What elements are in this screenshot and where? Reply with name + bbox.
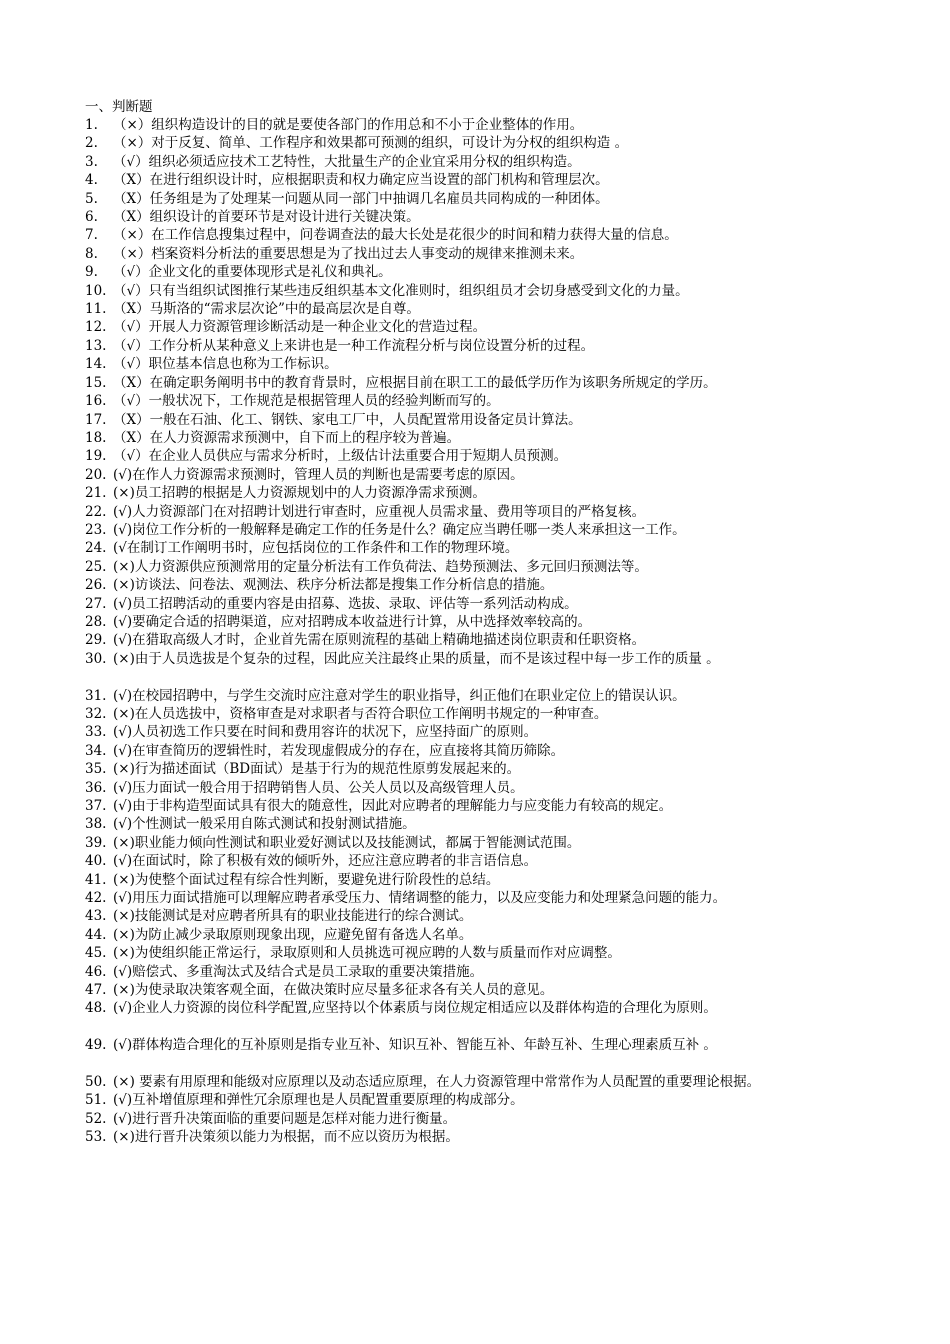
item-number: 17. xyxy=(85,411,107,428)
list-item xyxy=(85,245,885,263)
list-item xyxy=(85,907,885,925)
list-item xyxy=(85,374,885,392)
list-item xyxy=(85,153,885,171)
item-text: (√)在猎取高级人才时，企业首先需在原则流程的基础上精确地描述岗位职责和任职资格。 xyxy=(113,632,646,649)
list-item xyxy=(85,539,885,557)
item-number: 22. xyxy=(85,503,107,520)
list-item xyxy=(85,650,885,668)
item-text: （X）任务组是为了处理某一问题从同一部门中抽调几名雇员共同构成的一种团体。 xyxy=(113,190,609,207)
list-item xyxy=(85,999,885,1017)
list-item xyxy=(85,723,885,741)
item-number: 50. xyxy=(85,1074,107,1091)
list-item xyxy=(85,521,885,539)
item-number: 18. xyxy=(85,429,107,446)
item-number: 35. xyxy=(85,761,107,778)
list-item xyxy=(85,1091,885,1109)
item-text: (√)人员初选工作只要在时间和费用容许的状况下，应坚持面广的原则。 xyxy=(113,724,538,741)
blank-line xyxy=(85,1018,885,1036)
list-item xyxy=(85,447,885,465)
list-item xyxy=(85,411,885,429)
item-number: 30. xyxy=(85,650,107,667)
item-number: 12. xyxy=(85,319,107,336)
item-number: 41. xyxy=(85,871,107,888)
section-title: 一、判断题 xyxy=(85,99,153,115)
item-text: (√)压力面试一般合用于招聘销售人员、公关人员以及高级管理人员。 xyxy=(113,779,524,796)
list-item xyxy=(85,171,885,189)
list-item xyxy=(85,1073,885,1091)
item-text: （√）一般状况下，工作规范是根据管理人员的经验判断而写的。 xyxy=(113,393,500,410)
list-item xyxy=(85,208,885,226)
item-text: （X）组织设计的首要环节是对设计进行关键决策。 xyxy=(113,209,420,226)
list-item xyxy=(85,318,885,336)
item-number: 28. xyxy=(85,613,107,630)
item-number: 1. xyxy=(85,117,98,133)
item-number: 34. xyxy=(85,742,107,759)
list-item xyxy=(85,797,885,815)
item-number: 3. xyxy=(85,153,98,170)
list-item xyxy=(85,116,885,134)
list-item xyxy=(85,282,885,300)
item-text: (√)企业人力资源的岗位科学配置,应坚持以个体素质与岗位规定相适应以及群体构造的合理化为原则。 xyxy=(113,1000,717,1017)
list-item xyxy=(85,576,885,594)
list-item xyxy=(85,631,885,649)
list-item xyxy=(85,1110,885,1128)
list-item xyxy=(85,815,885,833)
item-text: (×) 要素有用原理和能级对应原理以及动态适应原理，在人力资源管理中常常作为人员配置的重要理论根据。 xyxy=(113,1074,761,1091)
item-number: 19. xyxy=(85,448,107,465)
item-text: （√）工作分析从某种意义上来讲也是一种工作流程分析与岗位设置分析的过程。 xyxy=(113,337,595,354)
item-text: (√)要确定合适的招聘渠道，应对招聘成本收益进行计算，从中选择效率较高的。 xyxy=(113,613,592,630)
item-number: 24. xyxy=(85,540,107,557)
item-text: (√)互补增值原理和弹性冗余原理也是人员配置重要原理的构成部分。 xyxy=(113,1092,524,1109)
item-number: 16. xyxy=(85,393,107,410)
item-text: (×)职业能力倾向性测试和职业爱好测试以及技能测试，都属于智能测试范围。 xyxy=(113,834,581,851)
list-item xyxy=(85,963,885,981)
item-text: (√)用压力面试措施可以理解应聘者承受压力、情绪调整的能力，以及应变能力和处理紧急问题的能力。 xyxy=(113,890,727,907)
list-item xyxy=(85,742,885,760)
item-text: (×)为使整个面试过程有综合性判断，要避免进行阶段性的总结。 xyxy=(113,871,500,888)
item-number: 32. xyxy=(85,705,107,722)
item-text: （×）对于反复、简单、工作程序和效果都可预测的组织，可设计为分权的组织构造 。 xyxy=(113,135,629,152)
item-number: 31. xyxy=(85,687,107,704)
item-text: (√)在作人力资源需求预测时，管理人员的判断也是需要考虑的原因。 xyxy=(113,466,524,483)
item-number: 9. xyxy=(85,264,98,281)
item-text: （×）在工作信息搜集过程中，问卷调查法的最大长处是花很少的时间和精力获得大量的信息。 xyxy=(113,227,678,244)
list-item xyxy=(85,466,885,484)
list-item xyxy=(85,926,885,944)
item-number: 20. xyxy=(85,466,107,483)
item-number: 53. xyxy=(85,1129,107,1146)
question-list xyxy=(85,116,885,1147)
item-number: 25. xyxy=(85,558,107,575)
blank-line xyxy=(85,668,885,686)
item-number: 2. xyxy=(85,135,98,152)
item-text: （×）档案资料分析法的重要思想是为了找出过去人事变动的规律来推测未来。 xyxy=(113,245,584,262)
item-text: （√）在企业人员供应与需求分析时，上级估计法重要合用于短期人员预测。 xyxy=(113,448,568,465)
item-number: 44. xyxy=(85,926,107,943)
list-item xyxy=(85,263,885,281)
item-text: (×)行为描述面试（BD面试）是基于行为的规范性原剪发展起来的。 xyxy=(113,761,521,778)
item-text: （√）组织必须适应技术工艺特性，大批量生产的企业宜采用分权的组织构造。 xyxy=(113,153,581,170)
list-item xyxy=(85,889,885,907)
item-text: (√)员工招聘活动的重要内容是由招募、选拔、录取、评估等一系列活动构成。 xyxy=(113,595,578,612)
item-number: 7. xyxy=(85,227,98,244)
item-text: (×)员工招聘的根据是人力资源规划中的人力资源净需求预测。 xyxy=(113,485,486,502)
list-item xyxy=(85,852,885,870)
item-text: (×)进行晋升决策须以能力为根据，而不应以资历为根据。 xyxy=(113,1129,459,1146)
item-text: （X）在人力资源需求预测中，自下而上的程序较为普遍。 xyxy=(113,429,461,446)
item-number: 40. xyxy=(85,853,107,870)
list-item xyxy=(85,392,885,410)
list-item xyxy=(85,613,885,631)
list-item xyxy=(85,134,885,152)
item-text: （X）马斯洛的“需求层次论”中的最高层次是自尊。 xyxy=(113,301,420,318)
item-number: 27. xyxy=(85,595,107,612)
item-number: 13. xyxy=(85,337,107,354)
item-text: (×)由于人员选拔是个复杂的过程，因此应关注最终止果的质量，而不是该过程中每一步工作的质量 。 xyxy=(113,650,720,667)
list-item xyxy=(85,226,885,244)
list-item xyxy=(85,981,885,999)
item-number: 11. xyxy=(85,301,107,318)
item-number: 37. xyxy=(85,798,107,815)
item-text: (×)为使录取决策客观全面，在做决策时应尽量多征求各有关人员的意见。 xyxy=(113,982,554,999)
item-number: 51. xyxy=(85,1092,107,1109)
item-number: 49. xyxy=(85,1037,107,1054)
item-number: 36. xyxy=(85,779,107,796)
item-number: 46. xyxy=(85,963,107,980)
item-text: (√)在审查简历的逻辑性时，若发现虚假成分的存在，应直接将其简历筛除。 xyxy=(113,742,565,759)
item-text: (√)群体构造合理化的互补原则是指专业互补、知识互补、智能互补、年龄互补、生理心理素质互补 。 xyxy=(113,1037,717,1054)
item-text: （√）职位基本信息也称为工作标识。 xyxy=(113,356,338,373)
item-text: (√)在面试时，除了积极有效的倾听外，还应注意应聘者的非言语信息。 xyxy=(113,853,538,870)
item-text: （√）开展人力资源管理诊断活动是一种企业文化的营造过程。 xyxy=(113,319,487,336)
list-item xyxy=(85,558,885,576)
item-text: （X）在确定职务阐明书中的教育背景时，应根据目前在职工工的最低学历作为该职务所规定的学历。 xyxy=(113,374,717,391)
item-number: 10. xyxy=(85,282,107,299)
list-item xyxy=(85,595,885,613)
list-item xyxy=(85,871,885,889)
list-item xyxy=(85,355,885,373)
item-text: (×)技能测试是对应聘者所具有的职业技能进行的综合测试。 xyxy=(113,908,473,925)
item-number: 23. xyxy=(85,521,107,538)
item-text: (√)人力资源部门在对招聘计划进行审查时，应重视人员需求量、费用等项目的严格复核。 xyxy=(113,503,646,520)
item-text: (√)在校园招聘中，与学生交流时应注意对学生的职业指导，纠正他们在职业定位上的错误认识。 xyxy=(113,687,686,704)
item-number: 43. xyxy=(85,908,107,925)
item-text: （√）只有当组织试图推行某些违反组织基本文化准则时，组织组员才会切身感受到文化的力量。 xyxy=(113,282,689,299)
list-item xyxy=(85,190,885,208)
item-text: (√)个性测试一般采用自陈式测试和投射测试措施。 xyxy=(113,816,416,833)
item-text: (×)为使组织能正常运行，录取原则和人员挑选可视应聘的人数与质量而作对应调整。 xyxy=(113,945,621,962)
list-item xyxy=(85,687,885,705)
item-text: (√)赔偿式、多重淘汰式及结合式是员工录取的重要决策措施。 xyxy=(113,963,484,980)
list-item xyxy=(85,484,885,502)
item-number: 52. xyxy=(85,1110,107,1127)
item-number: 26. xyxy=(85,577,107,594)
item-number: 5. xyxy=(85,190,98,207)
item-number: 14. xyxy=(85,356,107,373)
item-number: 47. xyxy=(85,982,107,999)
list-item xyxy=(85,705,885,723)
item-text: (√在制订工作阐明书时，应包括岗位的工作条件和工作的物理环境。 xyxy=(113,540,519,557)
list-item xyxy=(85,429,885,447)
item-number: 21. xyxy=(85,485,107,502)
list-item xyxy=(85,300,885,318)
item-number: 48. xyxy=(85,1000,107,1017)
list-item xyxy=(85,779,885,797)
blank-line xyxy=(85,1055,885,1073)
item-text: (×)人力资源供应预测常用的定量分析法有工作负荷法、趋势预测法、多元回归预测法等。 xyxy=(113,558,648,575)
item-text: (√)进行晋升决策面临的重要问题是怎样对能力进行衡量。 xyxy=(113,1110,457,1127)
item-text: （×）组织构造设计的目的就是要使各部门的作用总和不小于企业整体的作用。 xyxy=(113,117,584,133)
item-number: 42. xyxy=(85,890,107,907)
item-number: 4. xyxy=(85,172,98,189)
item-text: (×)访谈法、问卷法、观测法、秩序分析法都是搜集工作分析信息的措施。 xyxy=(113,577,554,594)
list-item xyxy=(85,1036,885,1054)
item-text: (√)岗位工作分析的一般解释是确定工作的任务是什么？确定应当聘任哪一类人来承担这一工作。 xyxy=(113,521,686,538)
item-number: 45. xyxy=(85,945,107,962)
item-text: (×)在人员选拔中，资格审查是对求职者与否符合职位工作阐明书规定的一种审查。 xyxy=(113,705,608,722)
item-number: 15. xyxy=(85,374,107,391)
list-item xyxy=(85,337,885,355)
item-text: (√)由于非构造型面试具有很大的随意性，因此对应聘者的理解能力与应变能力有较高的规定。 xyxy=(113,798,673,815)
item-number: 39. xyxy=(85,834,107,851)
item-number: 6. xyxy=(85,209,98,226)
list-item xyxy=(85,834,885,852)
list-item xyxy=(85,944,885,962)
item-number: 8. xyxy=(85,245,98,262)
item-text: （X）一般在石油、化工、钢铁、家电工厂中，人员配置常用设备定员计算法。 xyxy=(113,411,582,428)
item-number: 33. xyxy=(85,724,107,741)
item-text: （√）企业文化的重要体现形式是礼仪和典礼。 xyxy=(113,264,392,281)
item-text: （X）在进行组织设计时，应根据职责和权力确定应当设置的部门机构和管理层次。 xyxy=(113,172,609,189)
item-number: 38. xyxy=(85,816,107,833)
list-item xyxy=(85,503,885,521)
item-number: 29. xyxy=(85,632,107,649)
item-text: (×)为防止减少录取原则现象出现，应避免留有备选人名单。 xyxy=(113,926,473,943)
list-item xyxy=(85,1128,885,1146)
list-item xyxy=(85,760,885,778)
